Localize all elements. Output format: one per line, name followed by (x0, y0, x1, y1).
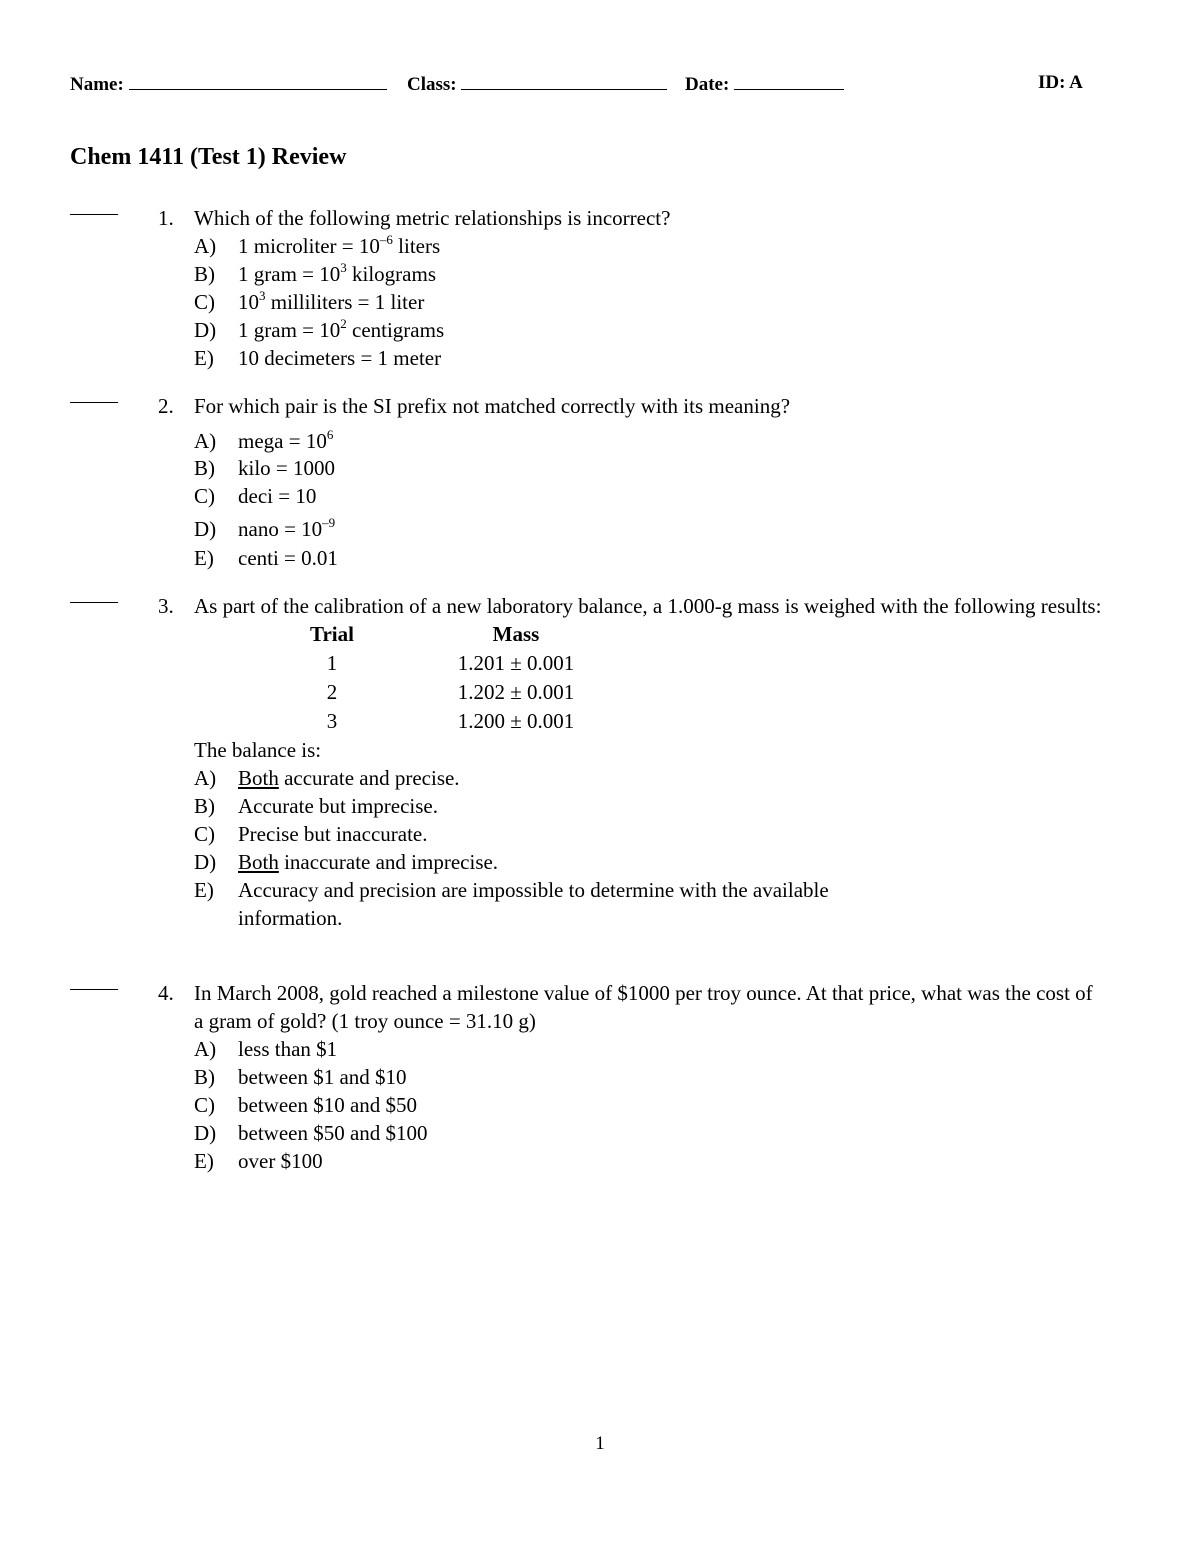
option-text: Precise but inaccurate. (238, 822, 428, 846)
option-letter: D) (194, 318, 217, 342)
option-text: Accuracy and precision are impossible to determine with the available information. (238, 878, 829, 930)
option-c (194, 482, 1104, 510)
option-b (194, 260, 1104, 288)
option-d (194, 1119, 1104, 1147)
option-exponent: 3 (340, 260, 347, 275)
results-table (194, 620, 1104, 736)
option-exponent: 2 (340, 316, 347, 331)
date-blank[interactable] (734, 72, 844, 90)
option-letter: A) (194, 766, 217, 790)
option-text: over $100 (238, 1149, 323, 1173)
option-c (194, 288, 1104, 316)
option-text: between $1 and $10 (238, 1065, 407, 1089)
answer-blank[interactable] (70, 214, 118, 215)
page-number: 1 (595, 1433, 605, 1454)
option-exponent: 3 (259, 288, 266, 303)
option-exponent: –9 (322, 515, 336, 530)
option-letter: A) (194, 429, 217, 453)
option-letter: E) (194, 346, 214, 370)
date-label: Date: (685, 74, 730, 95)
option-letter: A) (194, 1037, 217, 1061)
option-b (194, 454, 1104, 482)
option-c (194, 1091, 1104, 1119)
option-a (194, 232, 1104, 260)
name-field (70, 72, 387, 96)
option-text: accurate and precise. (278, 766, 460, 790)
option-text: between $50 and $100 (238, 1121, 428, 1145)
table-cell-mass: 1.201 ± 0.001 (457, 651, 575, 675)
option-letter: E) (194, 1149, 214, 1173)
question-stem: For which pair is the SI prefix not matched correctly with its meaning? (194, 394, 791, 418)
header (70, 72, 1092, 100)
option-text: kilo = 1000 (238, 456, 336, 480)
answer-blank[interactable] (70, 989, 118, 990)
option-b (194, 1063, 1104, 1091)
option-text: mega = 10 (238, 429, 327, 453)
option-letter: C) (194, 484, 215, 508)
option-d (194, 848, 1104, 876)
option-text: 10 decimeters = 1 meter (238, 346, 442, 370)
question-number: 1. (158, 206, 174, 230)
option-text-tail: liters (392, 234, 441, 258)
option-text: nano = 10 (238, 517, 323, 541)
question-stem: In March 2008, gold reached a milestone value of $1000 per troy ounce. At that price, what was the cost of a gram of gold? (1 troy ounce = 31.10 g) (194, 981, 1093, 1033)
question-body (194, 979, 1104, 1175)
answer-blank[interactable] (70, 602, 118, 603)
option-a (194, 764, 1104, 792)
table-cell-trial: 3 (326, 709, 338, 733)
option-letter: C) (194, 290, 215, 314)
table-header-mass: Mass (492, 622, 540, 646)
option-letter: B) (194, 1065, 215, 1089)
option-letter: E) (194, 878, 214, 902)
option-letter: B) (194, 262, 215, 286)
option-text: deci = 10 (238, 484, 317, 508)
question-body (194, 204, 1104, 372)
option-text: 10 (238, 290, 259, 314)
option-emphasis: Both (238, 850, 279, 874)
question-body (194, 592, 1104, 932)
question-number: 3. (158, 594, 174, 618)
option-letter: D) (194, 850, 217, 874)
option-text: less than $1 (238, 1037, 338, 1061)
name-blank[interactable] (129, 72, 387, 90)
table-header-row (194, 620, 1104, 649)
option-e (194, 1147, 1104, 1175)
answer-blank[interactable] (70, 402, 118, 403)
option-exponent: 6 (326, 427, 334, 442)
class-field (407, 72, 667, 96)
option-letter: D) (194, 517, 217, 541)
option-letter: D) (194, 1121, 217, 1145)
option-a (194, 424, 1104, 454)
option-text-tail: milliliters = 1 liter (265, 290, 425, 314)
name-label: Name: (70, 74, 124, 95)
question-lead: The balance is: (194, 738, 322, 762)
option-letter: B) (194, 456, 215, 480)
id-label: ID: A (1038, 72, 1083, 93)
option-text: inaccurate and imprecise. (278, 850, 499, 874)
page-title: Chem 1411 (Test 1) Review (70, 144, 347, 170)
table-row (194, 678, 1104, 707)
table-header-trial: Trial (310, 622, 354, 646)
option-text-tail: kilograms (346, 262, 436, 286)
option-text: 1 microliter = 10 (238, 234, 380, 258)
question-stem: As part of the calibration of a new laboratory balance, a 1.000-g mass is weighed with the following results: (194, 594, 1102, 618)
date-field (685, 72, 844, 96)
table-cell-trial: 1 (326, 651, 338, 675)
table-cell-mass: 1.200 ± 0.001 (457, 709, 575, 733)
option-emphasis: Both (238, 766, 279, 790)
question-body (194, 392, 1104, 572)
class-blank[interactable] (461, 72, 667, 90)
option-e (194, 344, 1104, 372)
option-e (194, 544, 1104, 572)
option-d (194, 316, 1104, 344)
question-number: 2. (158, 394, 174, 418)
option-letter: C) (194, 822, 215, 846)
option-exponent: –6 (379, 232, 393, 247)
option-text: 1 gram = 10 (238, 262, 341, 286)
option-text: 1 gram = 10 (238, 318, 341, 342)
option-e (194, 876, 918, 932)
table-cell-mass: 1.202 ± 0.001 (457, 680, 575, 704)
option-text-tail: centigrams (346, 318, 445, 342)
option-text: Accurate but imprecise. (238, 794, 438, 818)
table-row (194, 707, 1104, 736)
class-label: Class: (407, 74, 457, 95)
option-text: between $10 and $50 (238, 1093, 418, 1117)
option-letter: C) (194, 1093, 215, 1117)
option-letter: E) (194, 546, 214, 570)
question-stem: Which of the following metric relationships is incorrect? (194, 206, 671, 230)
option-letter: A) (194, 234, 217, 258)
option-letter: B) (194, 794, 215, 818)
option-d (194, 510, 1104, 544)
option-a (194, 1035, 1104, 1063)
option-c (194, 820, 1104, 848)
option-text: centi = 0.01 (238, 546, 338, 570)
table-row (194, 649, 1104, 678)
table-cell-trial: 2 (326, 680, 338, 704)
question-number: 4. (158, 981, 174, 1005)
option-b (194, 792, 1104, 820)
